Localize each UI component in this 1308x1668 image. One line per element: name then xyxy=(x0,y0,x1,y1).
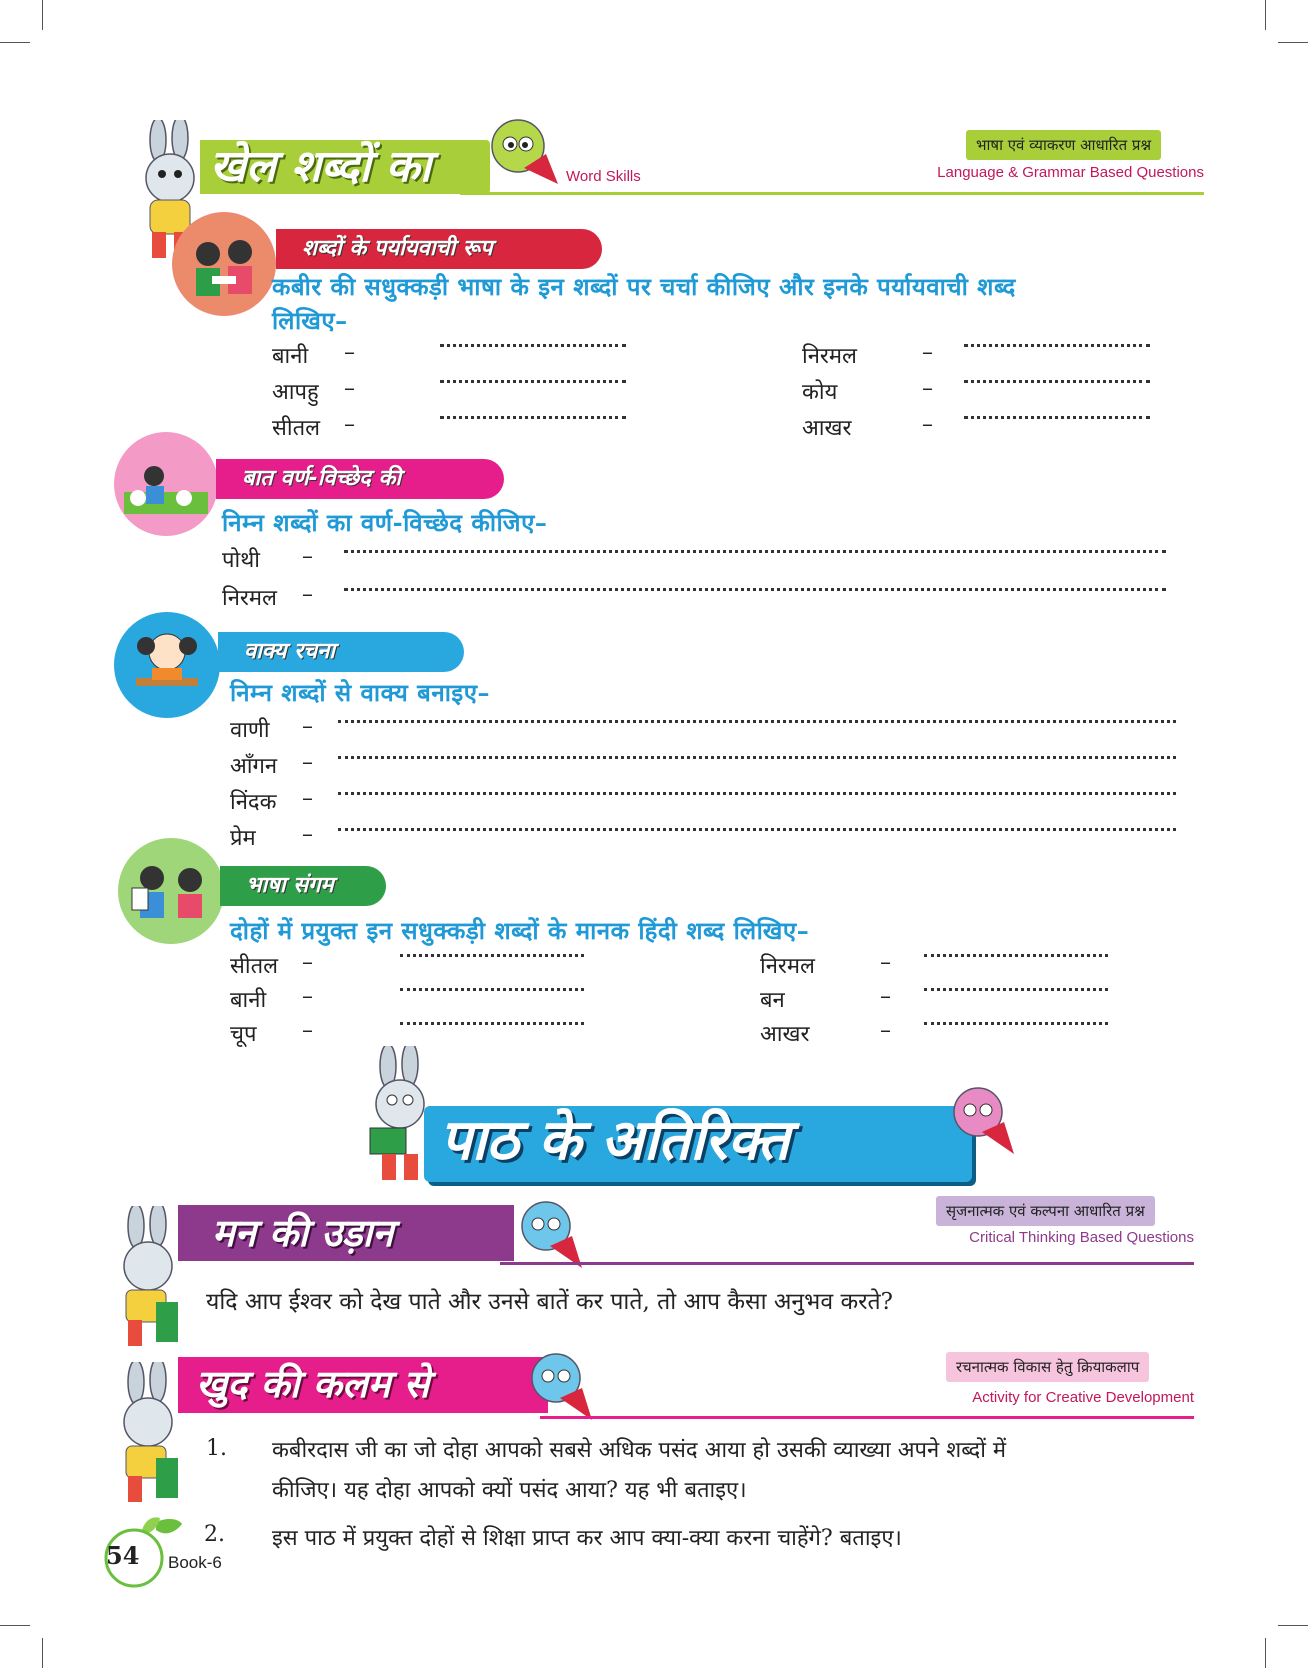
dash: – xyxy=(880,984,891,1009)
answer-blank[interactable] xyxy=(344,550,1166,553)
answer-blank[interactable] xyxy=(338,828,1176,831)
sentence-word: वाणी xyxy=(230,718,270,743)
dash: – xyxy=(922,412,933,437)
answer-blank[interactable] xyxy=(440,380,626,383)
word-skills-title: खेल शब्दों का xyxy=(210,141,431,192)
sangam-question: दोहों में प्रयुक्त इन सधुक्कड़ी शब्दों के मानक हिंदी शब्द लिखिए– xyxy=(230,916,810,945)
dash: – xyxy=(302,1018,313,1043)
sentence-question: निम्न शब्दों से वाक्य बनाइए– xyxy=(230,678,490,707)
dash: – xyxy=(880,1018,891,1043)
critical-thinking-badge: सृजनात्मक एवं कल्पना आधारित प्रश्न xyxy=(936,1196,1155,1226)
item-text-cont: कीजिए। यह दोहा आपको क्यों पसंद आया? यह भी बताइए। xyxy=(272,1478,747,1503)
dash: – xyxy=(922,340,933,365)
page-number: 54 xyxy=(106,1541,140,1570)
children-drawing-illustration xyxy=(118,838,224,944)
sangam-word: बन xyxy=(760,988,785,1013)
sangam-word: बानी xyxy=(230,988,267,1013)
split-word: निरमल xyxy=(222,586,277,611)
dash: – xyxy=(344,412,355,437)
item-number: 2. xyxy=(204,1522,225,1547)
answer-blank[interactable] xyxy=(338,792,1176,795)
dash: – xyxy=(302,984,313,1009)
crop-mark xyxy=(1265,0,1266,30)
answer-blank[interactable] xyxy=(338,720,1176,723)
item-text: इस पाठ में प्रयुक्त दोहों से शिक्षा प्राप्त कर आप क्या-क्या करना चाहेंगे? बताइए। xyxy=(272,1526,902,1551)
crop-mark xyxy=(1278,1625,1308,1626)
sangam-word: निरमल xyxy=(760,954,815,979)
crop-mark xyxy=(0,1625,30,1626)
word-skills-subtitle: Word Skills xyxy=(566,168,641,185)
synonym-word: बानी xyxy=(272,344,309,369)
answer-blank[interactable] xyxy=(400,988,584,991)
dash: – xyxy=(302,786,313,811)
man-question: यदि आप ईश्वर को देख पाते और उनसे बातें कर पाते, तो आप कैसा अनुभव करते? xyxy=(206,1289,893,1315)
answer-blank[interactable] xyxy=(400,1022,584,1025)
answer-blank[interactable] xyxy=(440,416,626,419)
split-word: पोथी xyxy=(222,548,260,573)
dash: – xyxy=(344,376,355,401)
man-ki-udaan-title: मन की उड़ान xyxy=(212,1211,394,1255)
creative-activity-badge: रचनात्मक विकास हेतु क्रियाकलाप xyxy=(946,1352,1149,1382)
answer-blank[interactable] xyxy=(924,1022,1108,1025)
rabbit-mascot-icon xyxy=(106,1206,186,1356)
crop-mark xyxy=(42,1638,43,1668)
synonym-word: कोय xyxy=(802,380,838,405)
sentence-word: आँगन xyxy=(230,754,278,779)
pencil-mascot-icon xyxy=(484,114,562,192)
answer-blank[interactable] xyxy=(400,954,584,957)
synonyms-label: शब्दों के पर्यायवाची रूप xyxy=(276,229,602,269)
children-reading-illustration xyxy=(172,212,276,316)
creative-activity-english: Activity for Creative Development xyxy=(972,1389,1194,1406)
dash: – xyxy=(302,714,313,739)
khud-ki-kalam-title: खुद की कलम से xyxy=(196,1362,430,1406)
answer-blank[interactable] xyxy=(964,380,1150,383)
divider xyxy=(500,1262,1194,1265)
rabbit-mascot-icon xyxy=(106,1362,186,1512)
dash: – xyxy=(880,950,891,975)
garden-children-illustration xyxy=(114,432,218,536)
synonym-word: आखर xyxy=(802,416,852,441)
crop-mark xyxy=(0,42,30,43)
sangam-label: भाषा संगम xyxy=(220,866,386,906)
answer-blank[interactable] xyxy=(964,344,1150,347)
crop-mark xyxy=(1265,1638,1266,1668)
sentence-label: वाक्य रचना xyxy=(218,632,464,672)
answer-blank[interactable] xyxy=(924,988,1108,991)
divider xyxy=(540,1416,1194,1419)
extra-title: पाठ के अतिरिक्त xyxy=(440,1108,790,1173)
item-text: कबीरदास जी का जो दोहा आपको सबसे अधिक पसंद आया हो उसकी व्याख्या अपने शब्दों में xyxy=(272,1438,1007,1463)
dash: – xyxy=(302,950,313,975)
dash: – xyxy=(922,376,933,401)
answer-blank[interactable] xyxy=(440,344,626,347)
synonyms-question-cont: लिखिए– xyxy=(272,306,348,335)
sentence-word: निंदक xyxy=(230,790,277,815)
split-label: बात वर्ण-विच्छेद की xyxy=(216,459,504,499)
sangam-word: चूप xyxy=(230,1022,257,1047)
answer-blank[interactable] xyxy=(964,416,1150,419)
pencil-mascot-icon xyxy=(948,1082,1018,1162)
synonym-word: आपहु xyxy=(272,380,319,405)
grammar-badge-english: Language & Grammar Based Questions xyxy=(937,164,1204,181)
synonym-word: सीतल xyxy=(272,416,321,441)
dash: – xyxy=(302,750,313,775)
critical-thinking-english: Critical Thinking Based Questions xyxy=(969,1229,1194,1246)
crop-mark xyxy=(1278,42,1308,43)
answer-blank[interactable] xyxy=(924,954,1108,957)
grammar-badge: भाषा एवं व्याकरण आधारित प्रश्न xyxy=(966,130,1161,160)
dash: – xyxy=(344,340,355,365)
answer-blank[interactable] xyxy=(344,588,1166,591)
sangam-word: आखर xyxy=(760,1022,810,1047)
synonym-word: निरमल xyxy=(802,344,857,369)
item-number: 1. xyxy=(206,1436,227,1461)
synonyms-question: कबीर की सधुक्कड़ी भाषा के इन शब्दों पर चर्चा कीजिए और इनके पर्यायवाची शब्द xyxy=(272,272,1016,301)
crop-mark xyxy=(42,0,43,30)
dash: – xyxy=(302,582,313,607)
split-question: निम्न शब्दों का वर्ण-विच्छेद कीजिए– xyxy=(222,508,548,537)
dash: – xyxy=(302,822,313,847)
dash: – xyxy=(302,544,313,569)
answer-blank[interactable] xyxy=(338,756,1176,759)
sentence-word: प्रेम xyxy=(230,826,256,851)
divider xyxy=(460,192,1204,195)
sangam-word: सीतल xyxy=(230,954,279,979)
girl-writing-illustration xyxy=(114,612,220,718)
book-label: Book-6 xyxy=(168,1553,222,1572)
